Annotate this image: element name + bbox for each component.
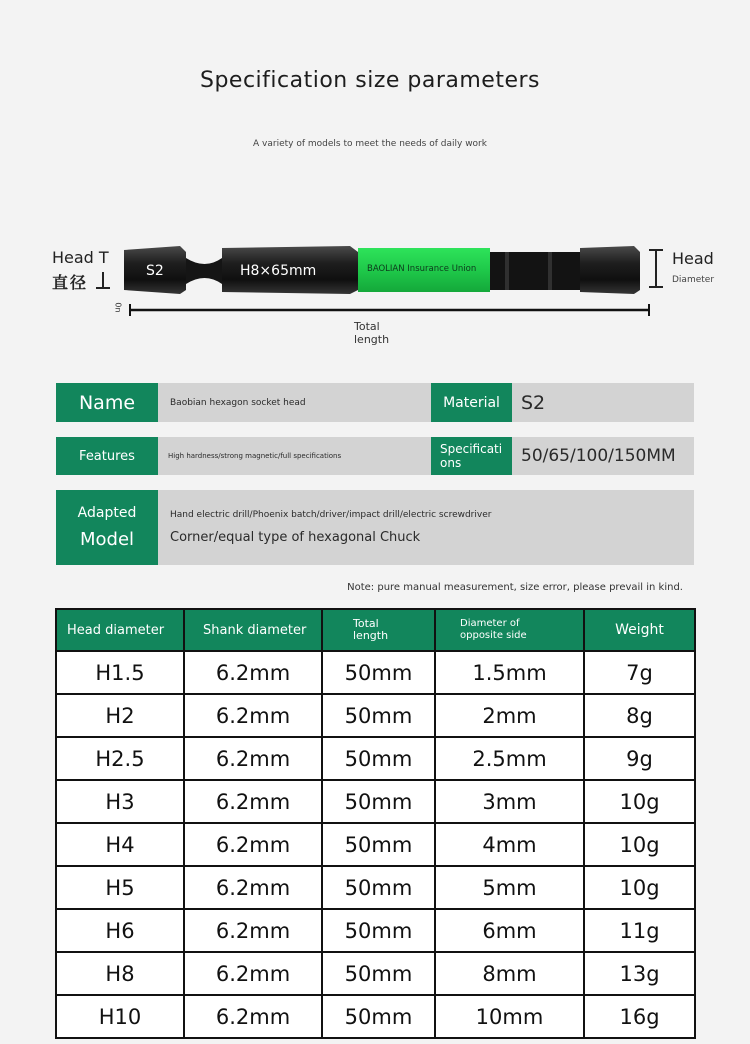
table-row [56, 737, 695, 780]
cell-head-diameter: H3 [56, 780, 184, 823]
table-row [56, 823, 695, 866]
diameter-label: Diameter [672, 275, 715, 285]
cell-head-diameter: H10 [56, 995, 184, 1038]
adapted-model-value [158, 490, 694, 565]
cell-opposite-side: 10mm [435, 995, 584, 1038]
table-header-row [56, 609, 695, 651]
cell-shank-diameter: 6.2mm [184, 952, 322, 995]
cell-head-diameter: H6 [56, 909, 184, 952]
total-length-label: Total length [354, 320, 390, 346]
cell-shank-diameter: 6.2mm [184, 995, 322, 1038]
cell-total-length: 50mm [322, 866, 435, 909]
page-subtitle: A variety of models to meet the needs of daily work [253, 139, 487, 149]
cell-total-length: 50mm [322, 737, 435, 780]
adapted-model-label [56, 490, 158, 565]
head-t-cn-label: 直径 [52, 273, 89, 292]
bit-text-brand: BAOLIAN Insurance Union [367, 264, 477, 274]
cell-weight: 10g [584, 780, 695, 823]
info-row-adapted [56, 490, 694, 565]
head-label: Head [672, 249, 714, 268]
adapted-label-line1: Adapted [77, 505, 137, 521]
adapted-value-line2: Corner/equal type of hexagonal Chuck [170, 530, 421, 545]
cell-weight: 16g [584, 995, 695, 1038]
table-row [56, 866, 695, 909]
bit-diagram [0, 230, 750, 360]
cell-opposite-side: 1.5mm [435, 651, 584, 694]
cell-total-length: 50mm [322, 694, 435, 737]
cell-total-length: 50mm [322, 952, 435, 995]
cell-head-diameter: H1.5 [56, 651, 184, 694]
spec-table [55, 608, 696, 1039]
header-total-length: Total length [322, 609, 435, 651]
bit-illustration [0, 230, 750, 360]
cell-opposite-side: 4mm [435, 823, 584, 866]
cell-opposite-side: 3mm [435, 780, 584, 823]
cell-shank-diameter: 6.2mm [184, 909, 322, 952]
cell-head-diameter: H5 [56, 866, 184, 909]
adapted-value-line1: Hand electric drill/Phoenix batch/driver/impact drill/electric screwdriver [170, 510, 492, 520]
header-opposite-side: Diameter of opposite side [435, 609, 584, 651]
page-title: Specification size parameters [200, 68, 540, 93]
table-row [56, 995, 695, 1038]
features-label: Features [56, 437, 158, 475]
side-tiny-label: 0n [113, 302, 123, 313]
material-label: Material [431, 383, 512, 422]
table-row [56, 780, 695, 823]
cell-opposite-side: 5mm [435, 866, 584, 909]
cell-total-length: 50mm [322, 651, 435, 694]
measurement-note: Note: pure manual measurement, size error, please prevail in kind. [347, 582, 683, 593]
material-value: S2 [512, 383, 694, 422]
table-row [56, 651, 695, 694]
adapted-label-line2: Model [79, 529, 135, 550]
cell-shank-diameter: 6.2mm [184, 737, 322, 780]
cell-total-length: 50mm [322, 909, 435, 952]
specifications-label: Specifications [431, 437, 512, 475]
cell-head-diameter: H2 [56, 694, 184, 737]
cell-weight: 8g [584, 694, 695, 737]
cell-shank-diameter: 6.2mm [184, 651, 322, 694]
cell-opposite-side: 2.5mm [435, 737, 584, 780]
cell-opposite-side: 8mm [435, 952, 584, 995]
cell-shank-diameter: 6.2mm [184, 823, 322, 866]
cell-head-diameter: H8 [56, 952, 184, 995]
spec-table-body [56, 651, 695, 1038]
cell-weight: 10g [584, 823, 695, 866]
cell-shank-diameter: 6.2mm [184, 694, 322, 737]
name-value: Baobian hexagon socket head [158, 383, 431, 422]
cell-weight: 7g [584, 651, 695, 694]
cell-shank-diameter: 6.2mm [184, 780, 322, 823]
cell-weight: 9g [584, 737, 695, 780]
header-shank-diameter: Shank diameter [184, 609, 322, 651]
cell-total-length: 50mm [322, 995, 435, 1038]
table-row [56, 952, 695, 995]
cell-head-diameter: H4 [56, 823, 184, 866]
cell-total-length: 50mm [322, 823, 435, 866]
cell-weight: 10g [584, 866, 695, 909]
cell-head-diameter: H2.5 [56, 737, 184, 780]
header-head-diameter: Head diameter [56, 609, 184, 651]
cell-weight: 11g [584, 909, 695, 952]
cell-opposite-side: 2mm [435, 694, 584, 737]
bit-text-size: H8×65mm [240, 263, 317, 279]
head-t-label: Head T [52, 248, 109, 267]
cell-total-length: 50mm [322, 780, 435, 823]
specifications-value: 50/65/100/150MM [512, 437, 694, 475]
cell-shank-diameter: 6.2mm [184, 866, 322, 909]
name-label: Name [56, 383, 158, 422]
table-row [56, 909, 695, 952]
cell-opposite-side: 6mm [435, 909, 584, 952]
cell-weight: 13g [584, 952, 695, 995]
bit-text-material: S2 [146, 263, 164, 279]
table-row [56, 694, 695, 737]
info-row-name [56, 383, 694, 422]
features-value: High hardness/strong magnetic/full specifications [158, 437, 431, 475]
header-weight: Weight [584, 609, 695, 651]
info-row-features [56, 437, 694, 475]
